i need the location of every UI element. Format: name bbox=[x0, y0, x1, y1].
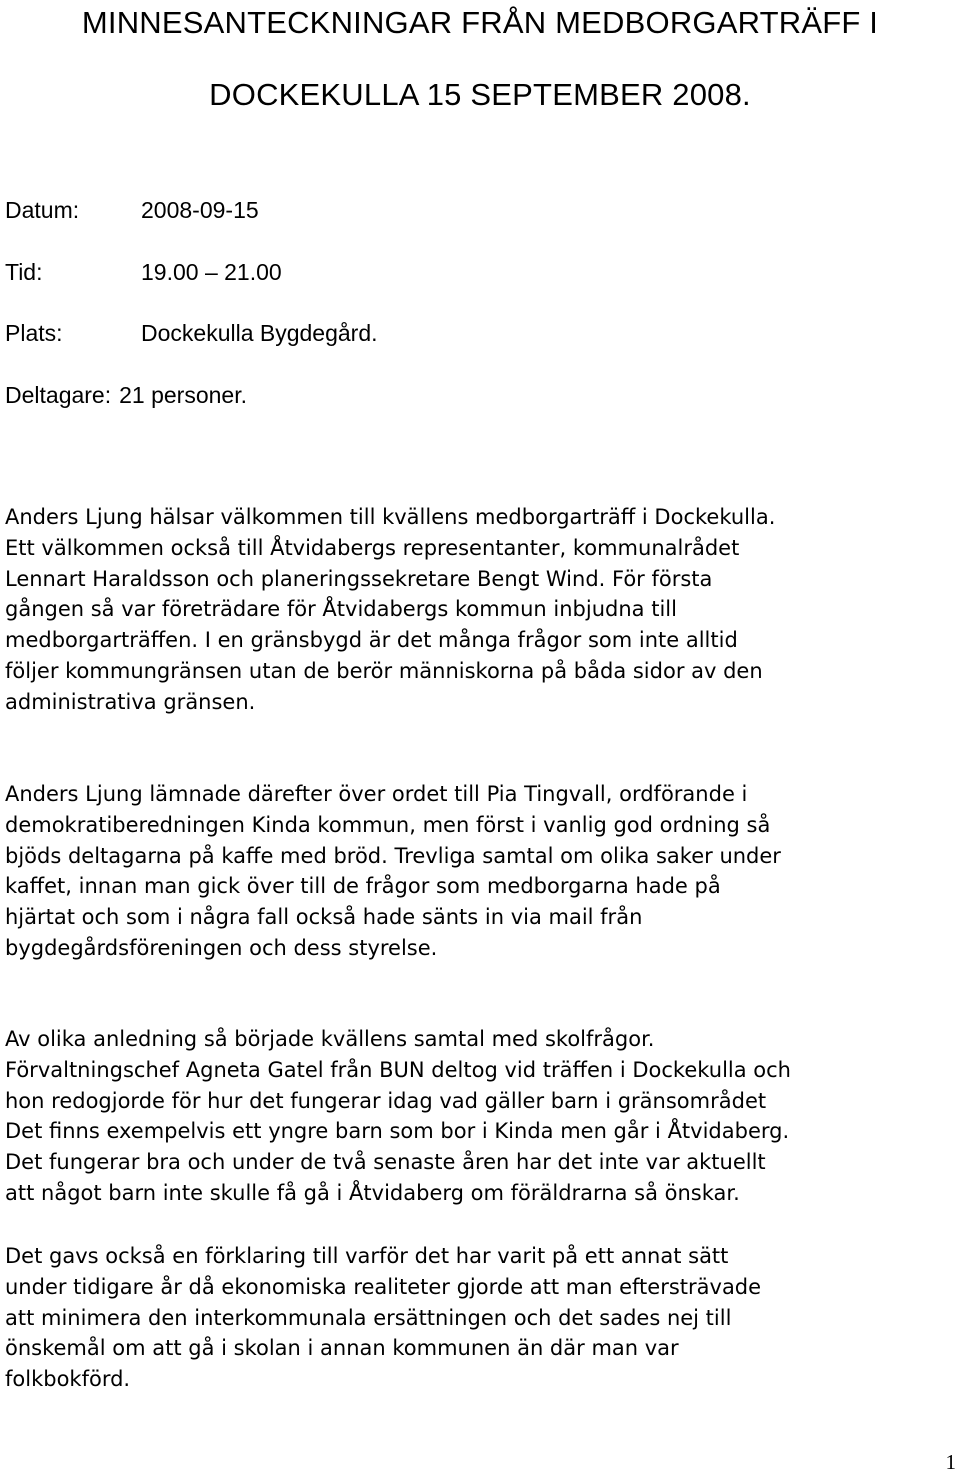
paragraph-line: folkbokförd. bbox=[5, 1367, 131, 1392]
paragraph-line: Det fungerar bra och under de två senaste åren har det inte var aktuellt bbox=[5, 1150, 766, 1175]
page-number: 1 bbox=[945, 1450, 956, 1474]
meta-place bbox=[5, 319, 378, 347]
participants-label: Deltagare: bbox=[5, 382, 112, 408]
paragraph-line: hon redogjorde för hur det fungerar idag vad gäller barn i gränsområdet bbox=[5, 1088, 767, 1113]
paragraph-line: följer kommungränsen utan de berör människorna på båda sidor av den bbox=[5, 658, 763, 683]
paragraph-line: Av olika anledning så började kvällens samtal med skolfrågor. bbox=[5, 1027, 655, 1051]
participants-value: 21 personer. bbox=[119, 382, 247, 408]
paragraph-line: önskemål om att gå i skolan i annan kommunen än där man var bbox=[5, 1336, 679, 1361]
paragraph-line: att minimera den interkommunala ersättningen och det sades nej till bbox=[5, 1305, 732, 1330]
paragraph-line: Anders Ljung lämnade därefter över ordet till Pia Tingvall, ordförande i bbox=[5, 782, 748, 806]
paragraph-line: Ett välkommen också till Åtvidabergs representanter, kommunalrådet bbox=[5, 535, 740, 560]
paragraph-line: bygdegårdsföreningen och dess styrelse. bbox=[5, 935, 438, 960]
time-label: Tid: bbox=[5, 259, 43, 285]
paragraph-line: under tidigare år då ekonomiska realiteter gjorde att man eftersträvade bbox=[5, 1274, 762, 1299]
date-value: 2008-09-15 bbox=[141, 197, 259, 223]
paragraph-line: hjärtat och som i några fall också hade sänts in via mail från bbox=[5, 905, 643, 930]
paragraph-line: bjöds deltagarna på kaffe med bröd. Trevliga samtal om olika saker under bbox=[5, 843, 781, 868]
paragraph-explanation bbox=[5, 1241, 960, 1395]
title-line-1: MINNESANTECKNINGAR FRÅN MEDBORGARTRÄFF I bbox=[81, 5, 879, 40]
paragraph-line: Lennart Haraldsson och planeringssekretare Bengt Wind. För första bbox=[5, 566, 713, 591]
meta-time bbox=[5, 258, 282, 286]
paragraph-line: Det gavs också en förklaring till varför det har varit på ett annat sätt bbox=[5, 1244, 729, 1268]
paragraph-line: administrativa gränsen. bbox=[5, 689, 256, 714]
paragraph-line: demokratiberedningen Kinda kommun, men först i vanlig god ordning så bbox=[5, 812, 771, 837]
paragraph-coffee bbox=[5, 779, 960, 964]
place-label: Plats: bbox=[5, 320, 63, 346]
document-title bbox=[0, 4, 960, 113]
paragraph-line: att något barn inte skulle få gå i Åtvidaberg om föräldrarna så önskar. bbox=[5, 1180, 740, 1205]
paragraph-welcome bbox=[5, 502, 960, 718]
paragraph-line: kaffet, innan man gick över till de frågor som medborgarna hade på bbox=[5, 874, 721, 899]
paragraph-line: Anders Ljung hälsar välkommen till kvällens medborgarträff i Dockekulla. bbox=[5, 505, 776, 529]
paragraph-school bbox=[5, 1024, 960, 1209]
time-value: 19.00 – 21.00 bbox=[141, 259, 282, 285]
meta-participants bbox=[5, 381, 247, 409]
date-label: Datum: bbox=[5, 197, 80, 223]
paragraph-line: Förvaltningschef Agneta Gatel från BUN deltog vid träffen i Dockekulla och bbox=[5, 1057, 791, 1082]
meta-date bbox=[5, 196, 259, 224]
title-line-2: DOCKEKULLA 15 SEPTEMBER 2008. bbox=[209, 77, 751, 112]
paragraph-line: gången så var företrädare för Åtvidabergs kommun inbjudna till bbox=[5, 597, 677, 622]
place-value: Dockekulla Bygdegård. bbox=[141, 320, 378, 346]
paragraph-line: medborgarträffen. I en gränsbygd är det många frågor som inte alltid bbox=[5, 628, 738, 653]
paragraph-line: Det finns exempelvis ett yngre barn som bor i Kinda men går i Åtvidaberg. bbox=[5, 1119, 790, 1144]
